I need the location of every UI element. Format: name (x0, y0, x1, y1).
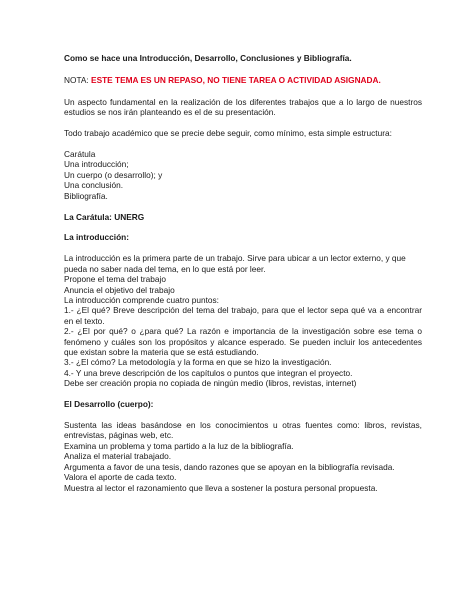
structure-item: Carátula (64, 149, 96, 160)
caratula-heading: La Carátula: UNERG (64, 211, 145, 222)
intro-paragraph: Un aspecto fundamental en la realización de los diferentes trabajos que a lo largo de nuestros estudios se nos irán planteando es el de su presentación. (64, 96, 422, 118)
desarrollo-line: Examina un problema y toma partido a la luz de la bibliografía. (64, 440, 294, 451)
structure-item: Un cuerpo (o desarrollo); y (64, 169, 163, 180)
desarrollo-line: Analiza el material trabajado. (64, 451, 171, 462)
punto-item: 1.- ¿El qué? Breve descripción del tema del trabajo, para que el lector sepa qué va a encontrar en el texto. (64, 305, 422, 326)
nota-alert: ESTE TEMA ES UN REPASO, NO TIENE TAREA O ACTIVIDAD ASIGNADA. (91, 75, 381, 86)
desarrollo-line: Muestra al lector el razonamiento que lleva a sostener la postura personal propuesta. (64, 482, 378, 493)
punto-line: 4.- Y una breve descripción de los capítulos o puntos que integran el proyecto. (64, 367, 353, 378)
nota-label: NOTA: (64, 75, 92, 86)
punto-item: 2.- ¿El por qué? o ¿para qué? La razón e importancia de la investigación sobre ese tema o fenómeno y cuáles son los propósitos y alcance esperado. Se pueden incluir los antecedentes que existan sobre la materia que se está estudiando. (64, 326, 422, 358)
structure-item: Bibliografía. (64, 190, 108, 201)
structure-paragraph: Todo trabajo académico que se precie debe seguir, como mínimo, esta simple estructura: (64, 128, 392, 139)
structure-item: Una introducción; (64, 159, 129, 170)
nota-line (64, 75, 422, 85)
introduccion-line: La introducción comprende cuatro puntos: (64, 295, 219, 305)
document-title: Como se hace una Introducción, Desarrollo, Conclusiones y Bibliografía. (64, 53, 352, 63)
structure-list (64, 149, 422, 201)
document-content (64, 53, 422, 493)
desarrollo-line: Argumenta a favor de una tesis, dando razones que se apoyan en la bibliografía revisada. (64, 461, 395, 472)
introduccion-heading: La introducción: (64, 232, 129, 243)
introduccion-line: Anuncia el objetivo del trabajo (64, 284, 175, 295)
desarrollo-line: Valora el aporte de cada texto. (64, 472, 177, 483)
desarrollo-heading: El Desarrollo (cuerpo): (64, 399, 154, 410)
introduccion-paragraph: La introducción es la primera parte de un trabajo. Sirve para ubicar a un lector externo, y que pueda no saber nada del tema, en lo que está por leer. (64, 253, 406, 274)
structure-item: Una conclusión. (64, 180, 124, 191)
punto-line: Debe ser creación propia no copiada de ningún medio (libros, revistas, internet) (64, 378, 357, 389)
desarrollo-paragraph: Sustenta las ideas basándose en los conocimientos u otras fuentes como: libros, revistas, entrevistas, páginas web, etc. (64, 420, 422, 441)
punto-line: 3.- ¿El cómo? La metodología y la forma en que se hizo la investigación. (64, 357, 332, 368)
introduccion-line: Propone el tema del trabajo (64, 274, 166, 285)
